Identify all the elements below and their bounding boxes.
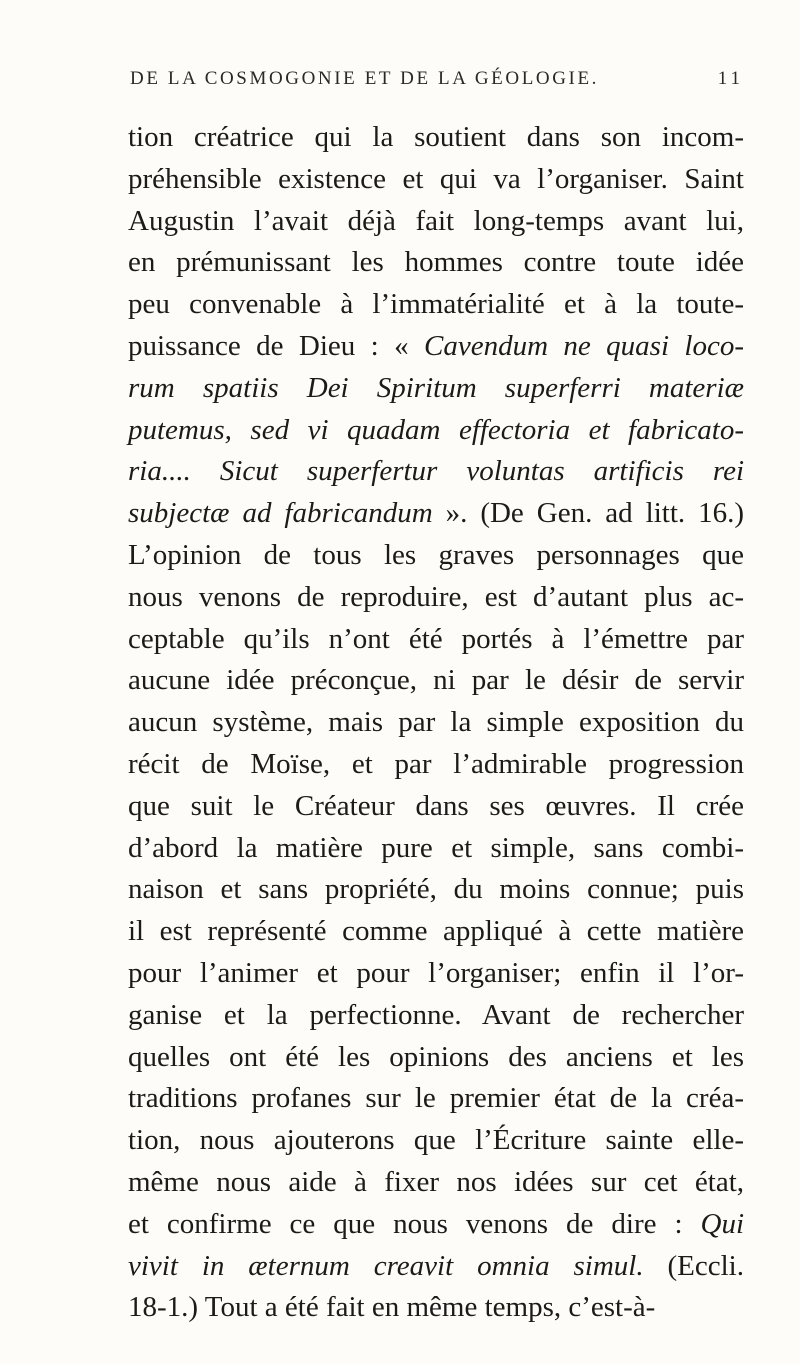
text-line <box>128 1037 744 1079</box>
italic-text: subjectæ ad fabricandum <box>128 497 433 530</box>
italic-text: vivit in æternum creavit omnia simul. <box>128 1249 644 1282</box>
text-run: récit de Moïse, et par l’admirable progression <box>128 747 744 780</box>
text-line <box>128 242 744 284</box>
text-run: d’abord la matière pure et simple, sans combi- <box>128 831 744 864</box>
text-line <box>128 1246 744 1288</box>
page-number: 11 <box>717 68 744 89</box>
text-line <box>128 911 744 953</box>
text-line <box>128 577 744 619</box>
italic-text: rum spatiis Dei Spiritum superferri materiæ <box>128 371 744 404</box>
text-run: aucune idée préconçue, ni par le désir de servir <box>128 664 744 697</box>
text-run: nous venons de reproduire, est d’autant plus ac- <box>128 580 744 613</box>
text-run: il est représenté comme appliqué à cette matière <box>128 915 744 948</box>
text-line <box>128 535 744 577</box>
text-run: ganise et la perfectionne. Avant de rechercher <box>128 998 744 1031</box>
body-text <box>128 117 744 1329</box>
text-line <box>128 1078 744 1120</box>
text-line <box>128 326 744 368</box>
text-run: tion, nous ajouterons que l’Écriture sainte elle- <box>128 1124 744 1157</box>
text-line <box>128 619 744 661</box>
text-run: tion créatrice qui la soutient dans son incom- <box>128 121 744 153</box>
running-title: DE LA COSMOGONIE ET DE LA GÉOLOGIE. <box>130 68 600 89</box>
text-line <box>128 702 744 744</box>
text-run: ». (De Gen. ad litt. 16.) <box>432 497 744 530</box>
text-line <box>128 451 744 493</box>
text-run: Augustin l’avait déjà fait long-temps avant lui, <box>128 204 744 237</box>
text-run: naison et sans propriété, du moins connue; puis <box>128 873 744 906</box>
text-line <box>128 159 744 201</box>
italic-text: Cavendum ne quasi loco- <box>424 329 744 362</box>
text-run: même nous aide à fixer nos idées sur cet état, <box>128 1165 744 1198</box>
text-line <box>128 284 744 326</box>
italic-text: putemus, sed vi quadam effectoria et fabricato- <box>128 413 744 446</box>
text-line <box>128 744 744 786</box>
text-line <box>128 953 744 995</box>
text-line <box>128 117 744 159</box>
text-line <box>128 828 744 870</box>
text-line <box>128 1287 744 1329</box>
text-run: aucun système, mais par la simple exposition du <box>128 706 744 739</box>
running-head <box>130 68 744 98</box>
text-line <box>128 1120 744 1162</box>
text-line <box>128 368 744 410</box>
text-line <box>128 1204 744 1246</box>
text-line <box>128 410 744 452</box>
text-run: en prémunissant les hommes contre toute idée <box>128 246 744 279</box>
text-run: quelles ont été les opinions des anciens et les <box>128 1040 744 1073</box>
text-line <box>128 1162 744 1204</box>
text-line <box>128 995 744 1037</box>
italic-text: ria.... Sicut superfertur voluntas artificis rei <box>128 455 744 488</box>
text-run: traditions profanes sur le premier état de la créa- <box>128 1082 744 1115</box>
text-line <box>128 660 744 702</box>
text-run: puissance de Dieu : « <box>128 329 424 362</box>
text-run: peu convenable à l’immatérialité et à la toute- <box>128 288 744 321</box>
text-line <box>128 869 744 911</box>
text-run: que suit le Créateur dans ses œuvres. Il crée <box>128 789 744 822</box>
text-run: ceptable qu’ils n’ont été portés à l’émettre par <box>128 622 744 655</box>
text-line <box>128 201 744 243</box>
text-line <box>128 493 744 535</box>
italic-text: Qui <box>700 1207 744 1240</box>
text-run: (Eccli. <box>643 1249 744 1282</box>
text-line <box>128 786 744 828</box>
text-run: préhensible existence et qui va l’organiser. Saint <box>128 162 744 195</box>
text-run: pour l’animer et pour l’organiser; enfin il l’or- <box>128 956 744 989</box>
text-run: 18-1.) Tout a été fait en même temps, c’est-à- <box>128 1291 656 1324</box>
text-run: L’opinion de tous les graves personnages que <box>128 538 744 571</box>
text-run: et confirme ce que nous venons de dire : <box>128 1207 701 1240</box>
